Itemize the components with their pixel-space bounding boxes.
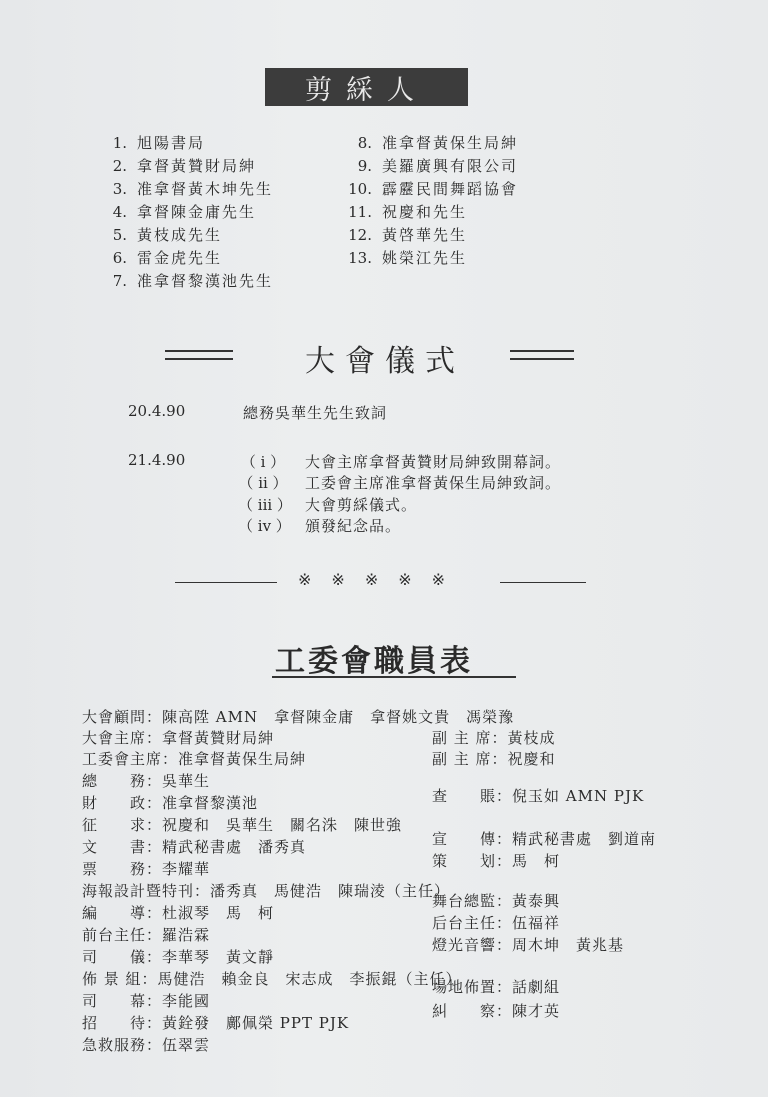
staff-role: 票 務： <box>82 860 163 878</box>
staff-role: 工委會主席： <box>82 750 179 768</box>
staff-row <box>432 727 556 749</box>
staff-names: 馬 柯 <box>512 852 561 870</box>
staff-role: 招 待： <box>82 1014 163 1032</box>
staff-row <box>82 748 306 770</box>
staff-row <box>432 890 560 912</box>
list-item: 4. 拿督陳金庸先生 <box>112 203 257 221</box>
staff-names: 羅浩霖 <box>162 926 211 944</box>
staff-role: 查 賬： <box>432 787 513 805</box>
staff-row <box>82 836 306 858</box>
staff-names: 周木坤 黃兆基 <box>512 936 625 954</box>
staff-role: 海報設計暨特刊： <box>82 882 211 900</box>
list-item: 3. 准拿督黃木坤先生 <box>112 180 274 198</box>
staff-row <box>82 968 462 990</box>
staff-names: 伍翠雲 <box>162 1036 211 1054</box>
staff-role: 佈 景 組： <box>82 970 158 988</box>
list-item: 12. 黃啓華先生 <box>348 226 468 244</box>
staff-names: 倪玉如 AMN PJK <box>512 787 645 805</box>
staff-row <box>432 912 560 934</box>
staff-row <box>82 814 402 836</box>
separator-line-right <box>500 582 586 583</box>
heading-rule-right <box>510 350 574 360</box>
staff-names: 伍福祥 <box>512 914 561 932</box>
list-item: 1. 旭陽書局 <box>112 134 206 152</box>
staff-role: 文 書： <box>82 838 163 856</box>
list-item: 10. 霹靂民間舞蹈協會 <box>348 180 519 198</box>
list-item: 7. 准拿督黎漢池先生 <box>112 272 274 290</box>
staff-row <box>82 946 274 968</box>
staff-role: 燈光音響： <box>432 936 513 954</box>
staff-names: 李能國 <box>162 992 211 1010</box>
ceremony-date: 20.4.90 <box>128 402 186 420</box>
staff-role: 前台主任： <box>82 926 163 944</box>
list-item: 13. 姚榮江先生 <box>348 249 468 267</box>
staff-row <box>432 828 656 850</box>
staff-row <box>82 1012 349 1034</box>
staff-names: 潘秀真 馬健浩 陳瑞淩（主任） <box>210 882 451 900</box>
list-item: 8. 准拿督黃保生局紳 <box>357 134 519 152</box>
staff-names: 馬健浩 賴金良 宋志成 李振錕（主任） <box>157 970 462 988</box>
staff-role: 征 求： <box>82 816 163 834</box>
staff-names: 精武秘書處 劉道南 <box>512 830 657 848</box>
staff-role: 總 務： <box>82 772 163 790</box>
staff-row <box>82 1034 210 1056</box>
staff-names: 陳高陞 AMN 拿督陳金庸 拿督姚文貴 馮榮豫 <box>162 708 515 726</box>
ceremony-text: 總務吳華生先生致詞 <box>243 404 388 422</box>
ceremony-item-text: 大會主席拿督黃贊財局紳致開幕詞。 <box>305 453 562 471</box>
ceremony-item-number: （ ii ） <box>238 474 288 492</box>
staff-names: 准拿督黎漢池 <box>162 794 259 812</box>
ceremony-item-text: 頒發紀念品。 <box>305 517 402 535</box>
staff-names: 拿督黃贊財局紳 <box>162 729 275 747</box>
staff-names: 話劇組 <box>512 978 561 996</box>
staff-row <box>432 785 644 807</box>
committee-title: 工委會職員表 <box>275 644 473 679</box>
staff-role: 后台主任： <box>432 914 513 932</box>
staff-row <box>82 706 514 728</box>
staff-role: 宣 傳： <box>432 830 513 848</box>
staff-row <box>82 770 210 792</box>
committee-title-underline <box>272 676 516 678</box>
staff-role: 司 儀： <box>82 948 163 966</box>
staff-names: 黃枝成 <box>507 729 556 747</box>
staff-role: 策 划： <box>432 852 513 870</box>
staff-names: 黃銓發 鄺佩榮 PPT PJK <box>162 1014 350 1032</box>
staff-role: 副 主 席： <box>432 729 508 747</box>
ceremony-date: 21.4.90 <box>128 451 186 469</box>
staff-row <box>432 934 624 956</box>
staff-row <box>82 990 210 1012</box>
ceremony-item-text: 大會剪綵儀式。 <box>305 496 418 514</box>
staff-names: 吳華生 <box>162 772 211 790</box>
ribbon-cutters-title: 剪綵人 <box>265 68 468 106</box>
staff-row <box>82 880 450 902</box>
staff-names: 黃泰興 <box>512 892 561 910</box>
list-item: 11. 祝慶和先生 <box>348 203 468 221</box>
staff-role: 大會顧問： <box>82 708 163 726</box>
staff-role: 大會主席： <box>82 729 163 747</box>
staff-names: 准拿督黃保生局紳 <box>178 750 307 768</box>
staff-row <box>432 1000 560 1022</box>
staff-row <box>432 748 556 770</box>
separator-marks: ※※※※※ <box>298 570 466 589</box>
staff-row <box>432 850 560 872</box>
ceremony-item-number: （ iii ） <box>238 496 292 514</box>
ceremony-item-text: 工委會主席准拿督黃保生局紳致詞。 <box>305 474 562 492</box>
list-item: 2. 拿督黃贊財局紳 <box>112 157 257 175</box>
separator-line-left <box>175 582 277 583</box>
list-item: 5. 黃枝成先生 <box>112 226 223 244</box>
staff-role: 編 導： <box>82 904 163 922</box>
heading-rule-left <box>165 350 233 360</box>
list-item: 9. 美羅廣興有限公司 <box>357 157 519 175</box>
staff-role: 副 主 席： <box>432 750 508 768</box>
ceremony-item-number: （ iv ） <box>238 517 291 535</box>
list-item: 6. 雷金虎先生 <box>112 249 223 267</box>
ceremony-item-number: （ i ） <box>240 453 286 471</box>
staff-names: 李華琴 黃文靜 <box>162 948 275 966</box>
staff-row <box>82 792 258 814</box>
staff-names: 祝慶和 <box>507 750 556 768</box>
staff-role: 舞台總監： <box>432 892 513 910</box>
staff-names: 陳才英 <box>512 1002 561 1020</box>
staff-names: 杜淑琴 馬 柯 <box>162 904 275 922</box>
staff-names: 李耀華 <box>162 860 211 878</box>
staff-row <box>82 902 274 924</box>
staff-row <box>82 858 210 880</box>
staff-row <box>82 924 210 946</box>
staff-row <box>432 976 560 998</box>
staff-role: 急救服務： <box>82 1036 163 1054</box>
staff-role: 司 幕： <box>82 992 163 1010</box>
staff-row <box>82 727 274 749</box>
staff-role: 財 政： <box>82 794 163 812</box>
staff-role: 糾 察： <box>432 1002 513 1020</box>
staff-names: 精武秘書處 潘秀真 <box>162 838 307 856</box>
ceremony-title: 大會儀式 <box>305 344 465 379</box>
staff-role: 場地佈置： <box>432 978 513 996</box>
staff-names: 祝慶和 吳華生 關名洙 陳世強 <box>162 816 403 834</box>
